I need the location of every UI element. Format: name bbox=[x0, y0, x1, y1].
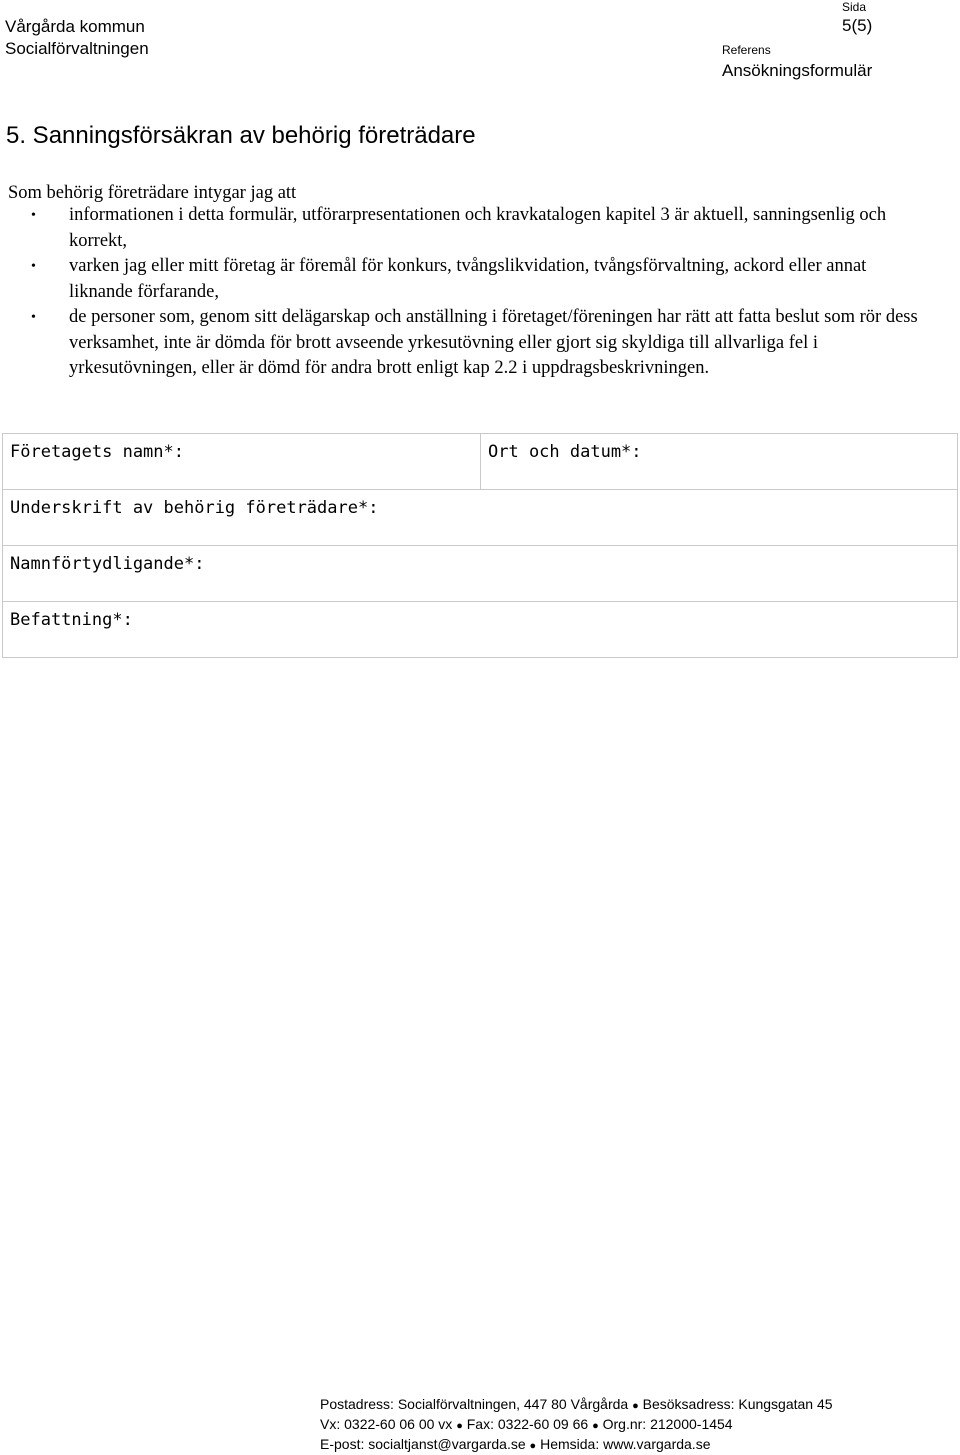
bullet-icon: • bbox=[31, 259, 36, 274]
signature-field[interactable] bbox=[3, 490, 957, 545]
declaration-list bbox=[0, 203, 960, 382]
section-intro: Som behörig företrädare intygar jag att bbox=[8, 183, 297, 203]
name-clarification-label: Namnförtydligande*: bbox=[10, 554, 205, 574]
bullet-icon: • bbox=[31, 208, 36, 223]
bullet-icon: ● bbox=[529, 1440, 537, 1452]
list-item-text: de personer som, genom sitt delägarskap och anställning i företaget/föreningen har rätt att fatta beslut som rör dess verksamhet, inte är dömda för brott avseende yrkesutövning eller gjort sig skyldiga till allvarliga fel i yrkesutövningen, eller är dömd för andra brott enligt kap 2.2 i uppdragsbeskrivningen. bbox=[69, 307, 918, 378]
bullet-icon: ● bbox=[592, 1420, 599, 1432]
page-label: Sida bbox=[842, 0, 867, 14]
company-name-field[interactable] bbox=[3, 434, 481, 489]
section-title: 5. Sanningsförsäkran av behörig företrädare bbox=[6, 122, 476, 149]
bullet-icon: ● bbox=[632, 1400, 639, 1412]
list-item-text: informationen i detta formulär, utförarpresentationen och kravkatalogen kapitel 3 är aktuell, sanningsenlig och korrekt, bbox=[69, 205, 887, 251]
place-date-field[interactable] bbox=[481, 434, 957, 489]
document-footer bbox=[320, 1395, 833, 1455]
reference-value: Ansökningsformulär bbox=[722, 61, 873, 80]
email-address: E-post: socialtjanst@vargarda.se bbox=[320, 1436, 526, 1452]
postal-address: Postadress: Socialförvaltningen, 447 80 Vårgårda bbox=[320, 1396, 629, 1412]
form-row bbox=[3, 434, 957, 489]
switchboard-number: Vx: 0322-60 06 00 vx bbox=[320, 1416, 453, 1432]
page-number: 5(5) bbox=[842, 16, 873, 35]
signature-label: Underskrift av behörig företrädare*: bbox=[10, 498, 379, 518]
company-name-label: Företagets namn*: bbox=[10, 442, 184, 462]
list-item bbox=[0, 305, 960, 382]
department-name: Socialförvaltningen bbox=[5, 39, 149, 58]
footer-line-phone bbox=[320, 1415, 833, 1435]
organization-name: Vårgårda kommun bbox=[5, 17, 145, 36]
footer-line-address bbox=[320, 1395, 833, 1415]
org-number: Org.nr: 212000-1454 bbox=[602, 1416, 733, 1432]
signature-form bbox=[2, 433, 958, 658]
position-field[interactable] bbox=[3, 602, 957, 657]
visiting-address: Besöksadress: Kungsgatan 45 bbox=[642, 1396, 833, 1412]
reference-label: Referens bbox=[722, 43, 771, 57]
fax-number: Fax: 0322-60 09 66 bbox=[466, 1416, 589, 1432]
form-row bbox=[3, 601, 957, 657]
place-date-label: Ort och datum*: bbox=[488, 442, 642, 462]
form-row bbox=[3, 545, 957, 601]
footer-line-web bbox=[320, 1435, 833, 1455]
position-label: Befattning*: bbox=[10, 610, 133, 630]
list-item-text: varken jag eller mitt företag är föremål för konkurs, tvångslikvidation, tvångsförvaltning, ackord eller annat liknande förfarande, bbox=[69, 256, 867, 302]
name-clarification-field[interactable] bbox=[3, 546, 957, 601]
form-row bbox=[3, 489, 957, 545]
bullet-icon: • bbox=[31, 310, 36, 325]
document-header-org bbox=[5, 16, 149, 60]
bullet-icon: ● bbox=[456, 1420, 463, 1432]
list-item bbox=[0, 254, 960, 305]
website: Hemsida: www.vargarda.se bbox=[540, 1436, 711, 1452]
list-item bbox=[0, 203, 960, 254]
